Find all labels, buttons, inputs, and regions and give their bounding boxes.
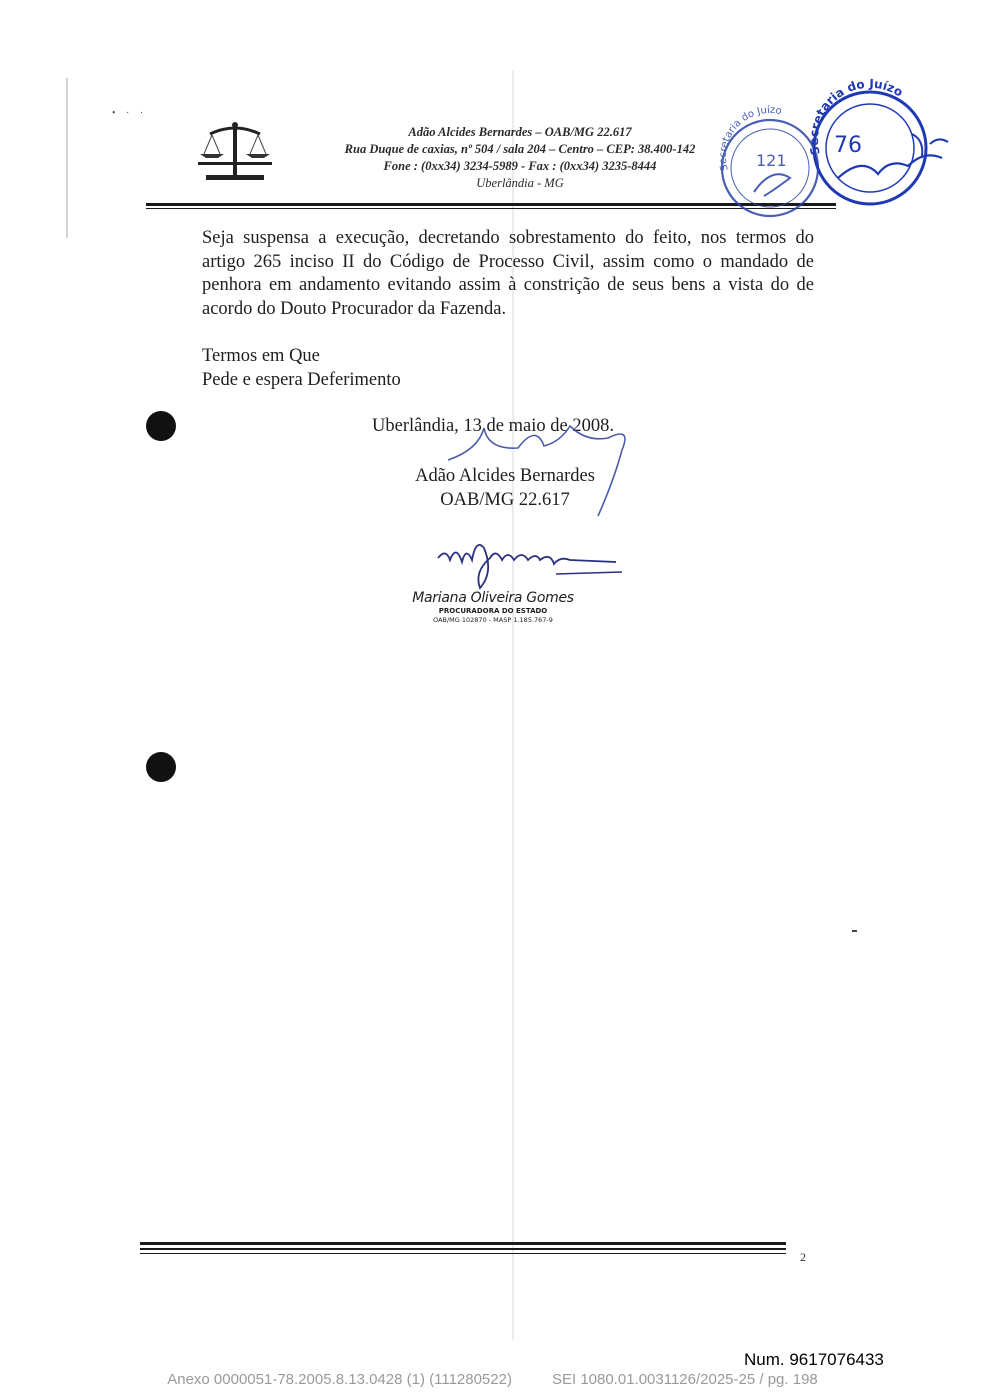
page-number: 2 — [800, 1250, 806, 1264]
scan-marks: • · · — [112, 108, 148, 119]
date-line: Uberlândia, 13 de maio de 2008. — [372, 416, 614, 436]
lawyer-name: Adão Alcides Bernardes — [415, 466, 595, 486]
annex-reference: Anexo 0000051-78.2005.8.13.0428 (1) (111280522) — [167, 1371, 512, 1388]
request-paragraph: Seja suspensa a execução, decretando sobrestamento do feito, nos termos do artigo 265 inciso II do Código de Processo Civil, assim como o mandado de penhora em andamento evitando assim à constrição de seus bens a vista do de acordo do Douto Procurador da Fazenda. — [202, 228, 814, 319]
svg-text:76: 76 — [834, 133, 862, 158]
letterhead-name: Adão Alcides Bernardes – OAB/MG 22.617 — [408, 125, 632, 139]
document-number: Num. 9617076433 — [744, 1350, 884, 1369]
punch-hole-mark — [146, 752, 176, 782]
punch-hole-mark — [146, 411, 176, 441]
letterhead-city: Uberlândia - MG — [476, 176, 564, 190]
court-stamps — [712, 70, 962, 230]
procuradora-stamp — [408, 590, 578, 624]
lawyer-signature-block — [380, 464, 630, 512]
sei-reference: SEI 1080.01.0031126/2025-25 / pg. 198 — [551, 1371, 818, 1388]
footer-rule — [140, 1248, 786, 1250]
footer-rule — [140, 1242, 786, 1245]
procuradora-name: Mariana Oliveira Gomes — [412, 590, 574, 606]
svg-text:Secretaria do Juízo: Secretaria do Juízo — [717, 104, 783, 172]
svg-text:121: 121 — [756, 151, 787, 170]
scan-edge-mark — [66, 78, 68, 238]
letterhead — [300, 124, 740, 192]
closing-block — [202, 344, 401, 392]
lawyer-oab: OAB/MG 22.617 — [440, 490, 570, 510]
procuradora-title: PROCURADORA DO ESTADO — [438, 607, 548, 615]
procuradora-signature — [436, 538, 626, 594]
closing-line-1: Termos em Que — [202, 346, 320, 366]
stamp-right — [807, 77, 948, 204]
footer-rule — [140, 1253, 786, 1254]
sei-footer — [0, 1371, 985, 1388]
letterhead-address: Rua Duque de caxias, nº 504 / sala 204 – Centro – CEP: 38.400-142 — [344, 142, 696, 156]
scales-of-justice-icon — [196, 120, 274, 184]
closing-line-2: Pede e espera Deferimento — [202, 370, 401, 390]
letterhead-phone: Fone : (0xx34) 3234-5989 - Fax : (0xx34) 3235-8444 — [383, 159, 657, 173]
procuradora-registration: OAB/MG 102870 - MASP 1.185.767-9 — [433, 616, 553, 624]
scan-speck — [852, 930, 857, 932]
svg-text:Secretaria do Juízo: Secretaria do Juízo — [806, 76, 906, 157]
stamp-left — [718, 104, 818, 216]
